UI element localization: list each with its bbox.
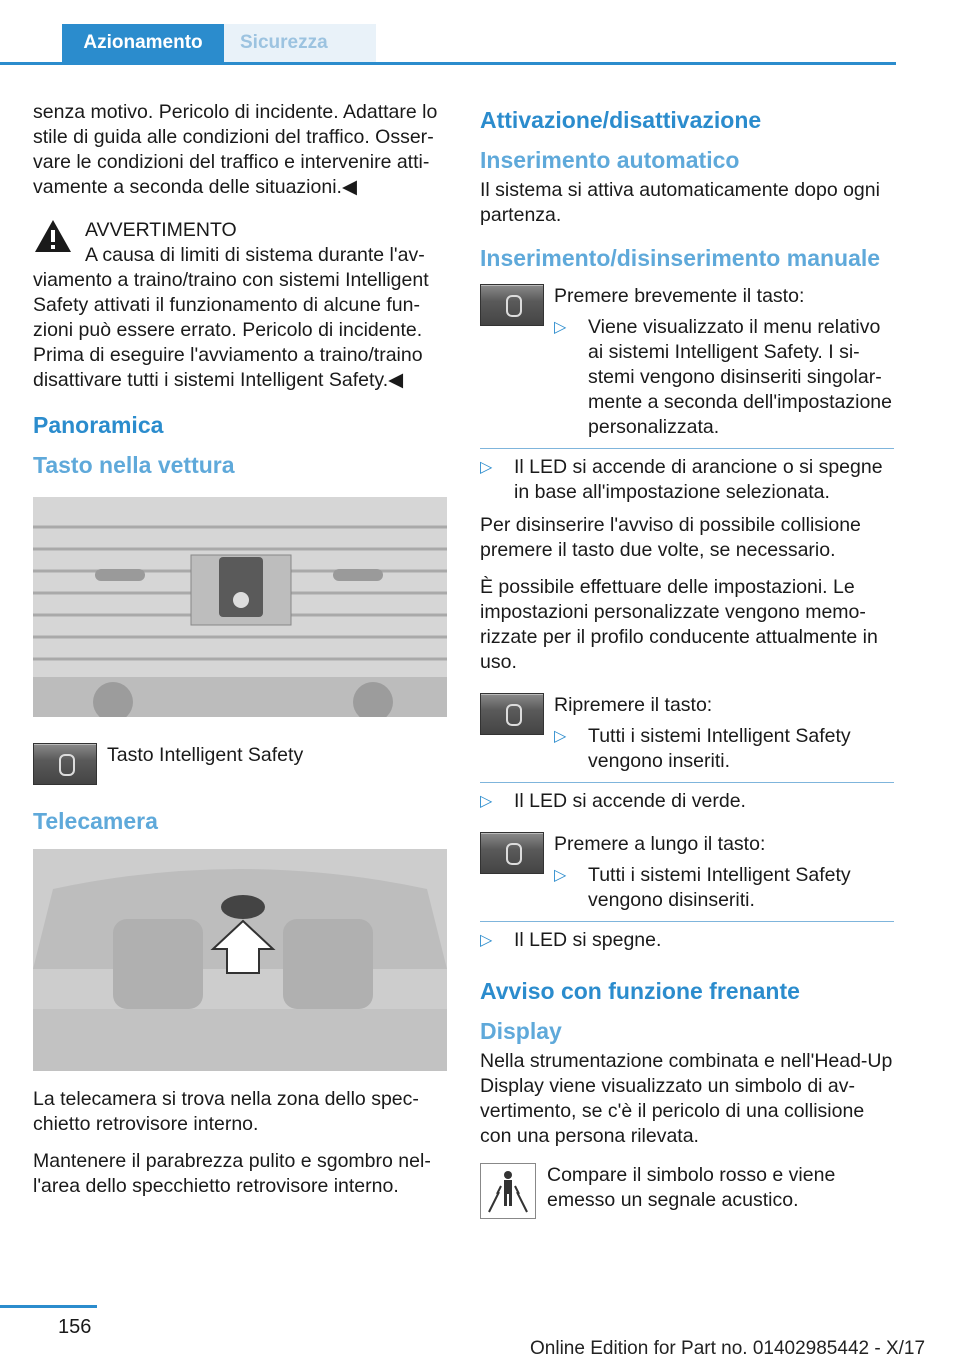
intelligent-safety-key-icon — [33, 743, 97, 785]
heading-panoramica: Panoramica — [33, 412, 164, 438]
bullet-led-off: ▷ Il LED si spegne. — [480, 928, 894, 953]
camera-text-2: Mantenere il parabrezza pulito e sgombro nell'area dello specchietto retrovisore interno. — [33, 1150, 431, 1197]
divider — [480, 921, 894, 922]
vent-button-photo — [33, 497, 447, 717]
heading-tasto: Tasto nella vettura — [33, 452, 235, 478]
press-again-row — [480, 693, 894, 774]
paragraph-settings: È possibile effettuare delle impostazioni. Le impostazioni personalizzate vengono memorizzate per il profilo conducente attualmente in uso. — [480, 576, 878, 673]
divider — [480, 782, 894, 783]
bullet-led-orange: ▷ Il LED si accende di arancione o si spegne in base all'impostazione selezionata. — [480, 455, 894, 505]
pedestrian-warning-icon — [480, 1163, 536, 1219]
edition-label: Online Edition for Part no. 01402985442 - X/17 — [530, 1338, 926, 1359]
right-column — [480, 100, 894, 1223]
divider — [480, 448, 894, 449]
key-legend-label: Tasto Intelligent Safety — [107, 744, 304, 766]
tab-sicurezza[interactable]: Sicurezza — [224, 24, 376, 62]
bullet-menu: ▷ Viene visualizzato il menu relativo ai sistemi Intelligent Safety. I sistemi vengono disinseriti singolarmente a seconda dell'impostazione personalizzata. — [554, 315, 894, 440]
paragraph-collision: Per disinserire l'avviso di possibile collisione premere il tasto due volte, se necessario. — [480, 514, 861, 561]
tab-azionamento[interactable]: Azionamento — [62, 24, 224, 62]
press-again-label: Ripremere il tasto: — [554, 694, 713, 716]
symbol-row — [480, 1163, 894, 1223]
chapter-tabs — [0, 24, 896, 65]
intelligent-safety-key-icon — [480, 284, 544, 326]
heading-display: Display — [480, 1018, 562, 1044]
footer-rule — [0, 1305, 97, 1308]
intro-paragraph: senza motivo. Pericolo di incidente. Adattare lo stile di guida alle condizioni del traffico. Osservare le condizioni del traffico e intervenire attivamente a seconda delle situazioni.◀ — [33, 101, 438, 198]
auto-text: Il sistema si attiva automaticamente dopo ogni partenza. — [480, 179, 880, 226]
warning-text: A causa di limiti di sistema durante l'avviamento a traino/traino con sistemi Intelligent Safety attivati il funzionamento di alcune funzioni può essere errato. Pericolo di incidente. Prima di eseguire l'avviamento a traino/traino disattivare tutti i sistemi Intelligent Safety.◀ — [33, 244, 429, 391]
heading-inserimento-manuale: Inserimento/disinserimento manuale — [480, 245, 881, 271]
bullet-led-green: ▷ Il LED si accende di verde. — [480, 789, 894, 814]
press-long-row — [480, 832, 894, 913]
camera-text-1: La telecamera si trova nella zona dello specchietto retrovisore interno. — [33, 1088, 419, 1135]
warning-title: AVVERTIMENTO — [85, 219, 237, 241]
warning-block — [33, 218, 447, 393]
press-short-row — [480, 284, 894, 440]
bullet-systems-off: ▷ Tutti i sistemi Intelligent Safety vengono disinseriti. — [554, 863, 894, 913]
bullet-systems-on: ▷ Tutti i sistemi Intelligent Safety vengono inseriti. — [554, 724, 894, 774]
camera-photo — [33, 849, 447, 1071]
key-legend — [33, 743, 447, 799]
press-long-label: Premere a lungo il tasto: — [554, 833, 766, 855]
heading-avviso: Avviso con funzione frenante — [480, 978, 800, 1004]
heading-attivazione: Attivazione/disattivazione — [480, 107, 762, 133]
heading-telecamera: Telecamera — [33, 808, 158, 834]
warning-icon — [33, 218, 73, 254]
heading-inserimento-automatico: Inserimento automatico — [480, 147, 740, 173]
symbol-text: Compare il simbolo rosso e viene emesso un segnale acustico. — [547, 1164, 836, 1211]
display-text: Nella strumentazione combinata e nell'Head-Up Display viene visualizzato un simbolo di avvertimento, se c'è il pericolo di una collisione con una persona rilevata. — [480, 1050, 893, 1147]
left-column — [33, 100, 447, 1211]
intelligent-safety-key-icon — [480, 693, 544, 735]
press-short-label: Premere brevemente il tasto: — [554, 285, 805, 307]
intelligent-safety-key-icon — [480, 832, 544, 874]
page-number: 156 — [58, 1316, 92, 1338]
